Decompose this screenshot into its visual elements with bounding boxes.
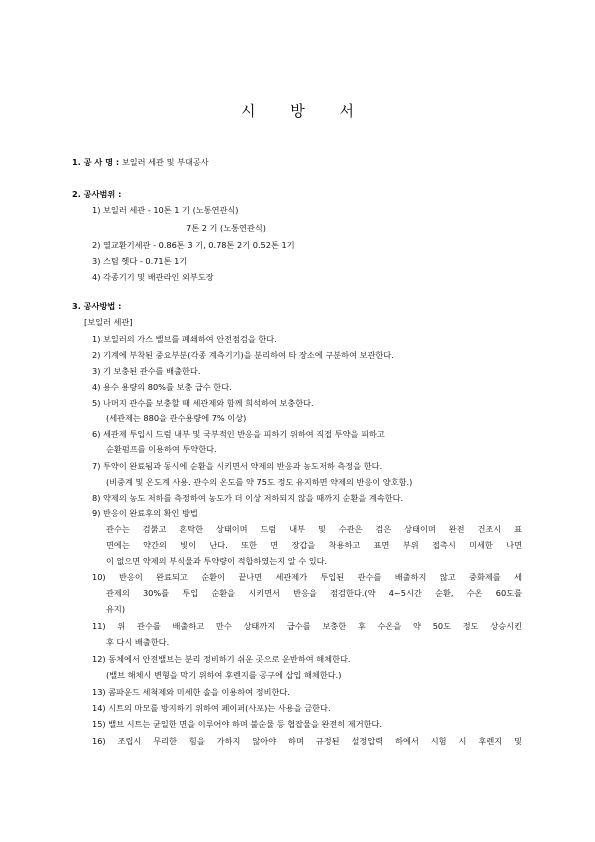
method-step: 8) 약제의 농도 저하를 측정하여 농도가 더 이상 저하되지 않을 때까지 순환을 계속한다. [92,493,404,503]
method-step-continued: 유지) [106,604,126,614]
project-name-value: 보일러 세관 및 부대공사 [119,157,209,167]
method-subheading: [보일러 세관] [84,317,133,327]
method-step-continued: 이 없으면 약제의 부식물과 투약량이 적합하였는지 알 수 있다. [106,556,328,566]
scope-heading: 2. 공사범위 : [72,189,122,199]
method-step: 4) 용수 용량의 80%를 보충 급수 한다. [92,382,232,392]
method-step: 14) 시트의 마모를 방지하기 위하여 페이퍼(사포)는 사용을 금한다. [92,703,331,713]
method-step-continued: 면에는 약간의 빛이 난다. 또한 면 장갑을 착용하고 표면 부위 접촉시 미세한 나면 [106,540,522,550]
method-step: 10) 반응이 완료되고 순환이 끝나면 세관제가 투입된 관수를 배출하지 않고 중화제를 세 [92,572,522,582]
method-step-note: (밸브 해체시 변형을 막기 위하여 후렌지를 공구에 삽입 해체한다.) [106,670,342,680]
method-step: 15) 밸브 시트는 균일한 면을 이루어야 하며 불순물 등 협잡물을 완전히 제거한다. [92,719,383,729]
method-step: 9) 반응이 완료후의 확인 방법 [92,508,198,518]
method-step-continued: 관수는 검붉고 혼탁한 상태이며 드럼 내부 및 수관은 검은 상태이며 완전 건조시 표 [106,524,522,534]
method-step: 11) 위 관수를 배출하고 만수 상태까지 급수를 보충한 후 수온을 약 50도 정도 상승시킨 [92,621,522,631]
method-step: 12) 동체에서 안전밸브는 분리 정비하기 쉬운 곳으로 운반하여 해체한다. [92,654,351,664]
method-heading: 3. 공사방법 : [72,301,122,311]
project-name-label: 1. 공 사 명 : [72,157,120,167]
method-step: 5) 나머지 관수를 보충할 때 세관제와 함께 희석하여 보충한다. [92,398,314,408]
method-step: 1) 보일러의 가스 밸브를 폐쇄하여 안전점검을 한다. [92,334,277,344]
method-step: 2) 기계에 부착된 중요부분(각종 계측기기)을 분리하여 타 장소에 구분하여 보관한다. [92,350,394,360]
method-step: 13) 콤파운드 세척제와 미세한 솔을 이용하여 정비한다. [92,687,290,697]
method-step: 7) 투약이 완료됨과 동시에 순환을 시키면서 약제의 반응과 농도저하 측정을 한다. [92,461,383,471]
project-name-line [72,156,209,168]
scope-item: 1) 보일러 세관 - 10톤 1 기 (노통연관식) [92,205,239,215]
method-step-note: (비중계 및 온도계 사용. 관수의 온도를 약 75도 정도 유지하면 약제의 반응이 양호함.) [106,477,413,487]
method-step: 6) 세관제 투입시 드럼 내부 및 국부적인 반응을 피하기 위하여 직접 투약을 피하고 [92,429,385,439]
method-step-note: (세관제는 880을 관수용량에 7% 이상) [106,413,247,423]
scope-item: 7톤 2 기 (노통연관식) [186,223,266,233]
method-step-continued: 후 다시 배출한다. [106,637,170,647]
scope-item: 2) 열교환기세관 - 0.86톤 3 기, 0.78톤 2기 0.52톤 1기 [92,240,295,250]
method-step-continued: 관제의 30%를 투입 순환을 시키면서 반응을 점검한다.(약 4~5시간 순환, 수온 60도를 [106,588,522,598]
scope-item: 3) 스팀 헷다 - 0.71톤 1기 [92,256,188,266]
document-title: 시 방 서 [240,102,354,120]
method-step: 3) 기 보충된 관수를 배출한다. [92,366,201,376]
method-step-continued: 순환펌프를 이용하여 투약한다. [106,444,217,454]
method-step: 16) 조립시 무리한 힘을 가하지 않아야 하며 규정된 설정압력 하에서 시험 시 후렌지 및 [92,736,522,746]
scope-item: 4) 각종기기 및 배관라인 외부도장 [92,272,214,282]
